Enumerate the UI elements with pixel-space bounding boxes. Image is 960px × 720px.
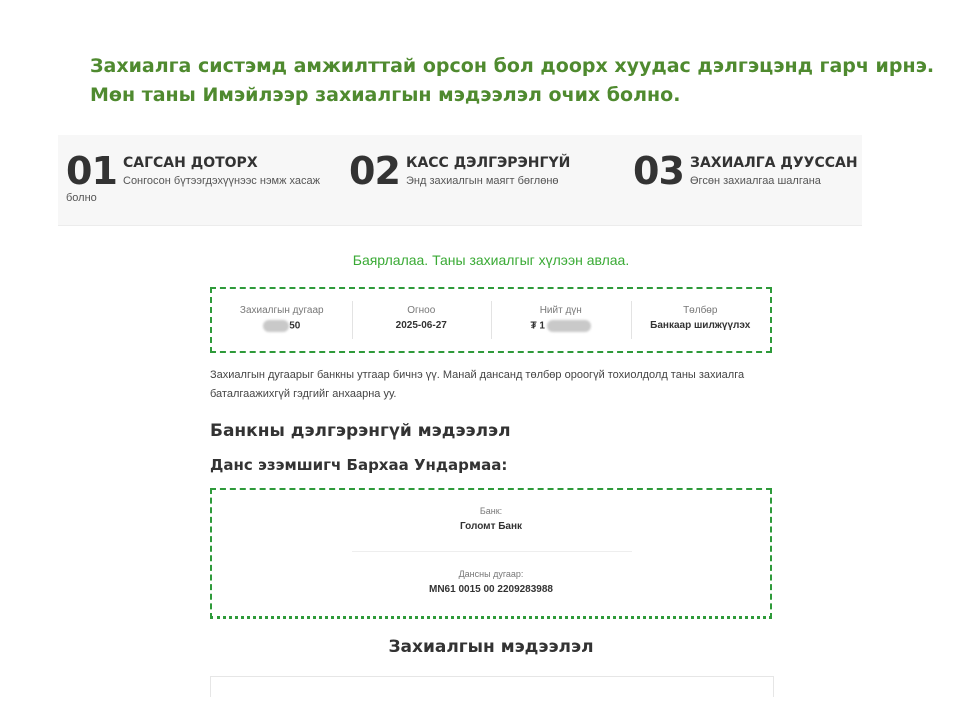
instruction-line-2: Мөн таны Имэйлээр захиалгын мэдээлэл очих болно.	[90, 84, 681, 106]
summary-value: Банкаар шилжүүлэх	[650, 320, 751, 331]
summary-value	[212, 320, 352, 332]
account-label: Дансны дугаар:	[458, 569, 524, 579]
bank-details-heading: Банкны дэлгэрэнгүй мэдээлэл	[210, 421, 511, 441]
step-number: 02	[349, 149, 400, 193]
bank-value: Голомт Банк	[459, 521, 523, 532]
account-number-item	[212, 569, 770, 595]
order-number-value: 50	[289, 320, 301, 332]
step-number: 03	[633, 149, 684, 193]
summary-payment	[631, 289, 771, 351]
order-info-box	[210, 676, 774, 697]
summary-label: Огноо	[407, 305, 436, 316]
summary-value: 2025-06-27	[395, 320, 447, 331]
thank-you-message: Баярлалаа. Таны захиалгыг хүлээн авлаа.	[352, 252, 630, 268]
account-value: MN61 0015 00 2209283988	[429, 584, 553, 595]
summary-value	[491, 320, 631, 332]
instruction-line-1: Захиалга систэмд амжилттай орсон бол доорх хуудас дэлгэцэнд гарч ирнэ.	[90, 55, 935, 77]
summary-date	[352, 289, 492, 351]
step-number: 01	[66, 149, 117, 193]
instruction-heading	[90, 52, 935, 110]
redaction-blur	[547, 320, 591, 332]
summary-total	[491, 289, 631, 351]
divider	[352, 551, 632, 552]
order-info-heading: Захиалгын мэдээлэл	[388, 637, 594, 657]
bank-label: Банк:	[479, 506, 503, 516]
summary-order-number	[212, 289, 352, 351]
account-owner-heading: Данс эзэмшигч Бархаа Ундармаа:	[210, 456, 508, 474]
summary-label: Нийт дүн	[539, 305, 582, 316]
step-description: Сонгосон бүтээгдэхүүнээс нэмж хасаж	[123, 175, 321, 187]
total-value: ₮ 1	[530, 320, 545, 332]
order-summary	[210, 287, 772, 353]
step-description: Өгсөн захиалгаа шалгана	[690, 175, 821, 187]
redaction-blur	[263, 320, 289, 332]
step-description-wrap: болно	[66, 192, 97, 204]
summary-label: Төлбөр	[683, 305, 718, 316]
checkout-steps	[58, 135, 862, 226]
step-label: САГСАН ДОТОРХ	[123, 155, 258, 171]
step-label: ЗАХИАЛГА ДУУССАН	[690, 155, 858, 171]
step-label: КАСС ДЭЛГЭРЭНГҮЙ	[406, 155, 571, 171]
bank-details-box	[210, 488, 772, 619]
summary-label: Захиалгын дугаар	[239, 305, 324, 316]
bank-name-item	[212, 506, 770, 532]
payment-note: Захиалгын дугаарыг банкны утгаар бичнэ үү. Манай дансанд төлбөр ороогүй тохиолдолд таны захиалга баталгаажихгүй гэдгийг анхаарна уу.	[210, 369, 745, 400]
step-description: Энд захиалгын маягт бөглөнө	[406, 175, 559, 187]
